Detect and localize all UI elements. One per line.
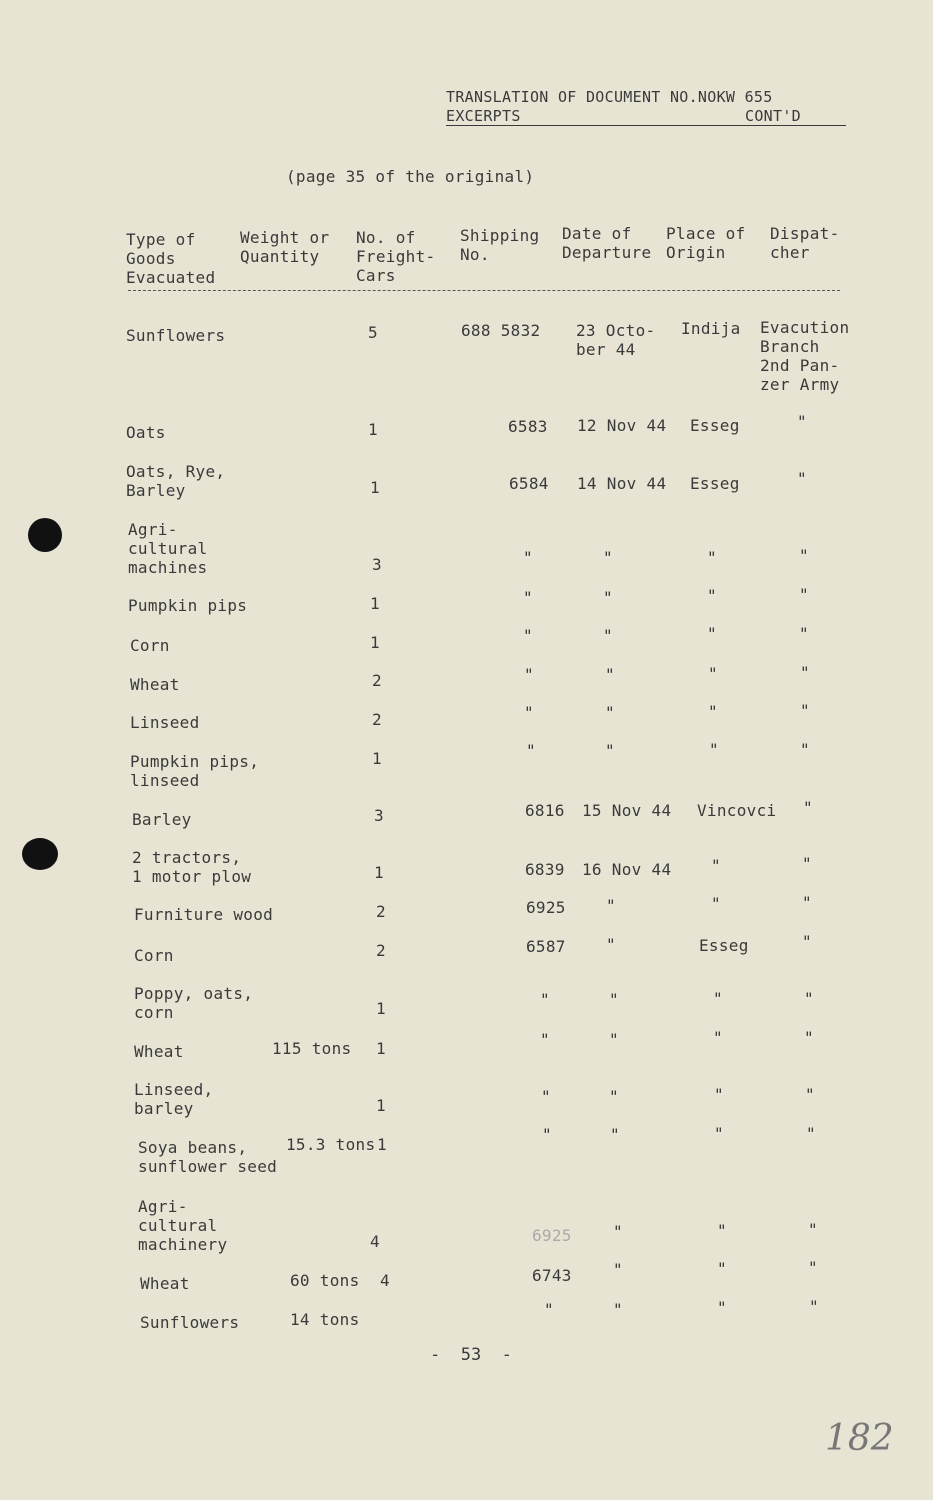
cell-origin: " xyxy=(707,586,717,605)
cell-dispatcher: " xyxy=(799,585,809,604)
cell-goods: Oats xyxy=(126,423,166,442)
cell-origin: " xyxy=(707,548,717,567)
cell-weight: 60 tons xyxy=(290,1271,360,1290)
cell-cars: 4 xyxy=(380,1271,390,1290)
cell-goods: Sunflowers xyxy=(140,1313,240,1332)
cell-origin: " xyxy=(713,1028,723,1047)
cell-origin: Esseg xyxy=(690,474,740,493)
cell-shipping: " xyxy=(523,548,533,567)
cell-dispatcher: " xyxy=(800,663,810,682)
cell-origin: " xyxy=(717,1298,727,1317)
cell-weight: 15.3 tons xyxy=(286,1135,376,1154)
cell-date: " xyxy=(613,1260,623,1279)
cell-shipping: 6584 xyxy=(509,474,549,493)
cell-cars: 2 xyxy=(372,671,382,690)
handwritten-page-number: 182 xyxy=(825,1418,894,1459)
cell-dispatcher: " xyxy=(797,469,807,488)
cell-cars: 1 xyxy=(370,633,380,652)
cell-cars: 2 xyxy=(376,902,386,921)
cell-origin: " xyxy=(717,1221,727,1240)
cell-goods: Pumpkin pips, linseed xyxy=(130,752,260,790)
col-header-cars: No. of Freight- Cars xyxy=(356,228,436,285)
cell-goods: Linseed xyxy=(130,713,200,732)
cell-date: 15 Nov 44 xyxy=(582,801,672,820)
cell-date: " xyxy=(605,703,615,722)
cell-date: 16 Nov 44 xyxy=(582,860,672,879)
cell-cars: 2 xyxy=(372,710,382,729)
cell-goods: Linseed, barley xyxy=(134,1080,214,1118)
cell-origin: " xyxy=(717,1259,727,1278)
cell-origin: " xyxy=(714,1085,724,1104)
cell-goods: Soya beans, sunflower seed xyxy=(138,1138,278,1176)
col-header-date: Date of Departure xyxy=(562,224,652,262)
cell-shipping: " xyxy=(523,588,533,607)
page-subtitle: (page 35 of the original) xyxy=(286,167,535,186)
cell-goods: Agri- cultural machinery xyxy=(138,1197,228,1254)
cell-origin: " xyxy=(713,989,723,1008)
cell-date: " xyxy=(603,626,613,645)
cell-goods: Sunflowers xyxy=(126,326,226,345)
cell-dispatcher: " xyxy=(809,1297,819,1316)
punch-hole-bottom xyxy=(22,838,58,870)
cell-origin: " xyxy=(711,894,721,913)
cell-goods: Wheat xyxy=(130,675,180,694)
cell-date: " xyxy=(606,896,616,915)
cell-date: " xyxy=(609,990,619,1009)
cell-shipping: " xyxy=(524,703,534,722)
cell-cars: 1 xyxy=(376,999,386,1018)
col-header-goods: Type of Goods Evacuated xyxy=(126,230,216,287)
cell-origin: Indija xyxy=(681,319,741,338)
cell-date: " xyxy=(603,548,613,567)
cell-shipping: " xyxy=(542,1125,552,1144)
cell-goods: Pumpkin pips xyxy=(128,596,248,615)
cell-dispatcher: " xyxy=(802,854,812,873)
cell-date: " xyxy=(606,935,616,954)
cell-dispatcher: " xyxy=(800,701,810,720)
cell-dispatcher: " xyxy=(804,1028,814,1047)
cell-shipping: " xyxy=(540,990,550,1009)
cell-cars: 5 xyxy=(368,323,378,342)
cell-origin: Esseg xyxy=(699,936,749,955)
cell-shipping: 6743 xyxy=(532,1266,572,1285)
cell-cars: 1 xyxy=(374,863,384,882)
cell-shipping: 6925 xyxy=(532,1226,572,1245)
cell-goods: Corn xyxy=(130,636,170,655)
cell-cars: 3 xyxy=(374,806,384,825)
col-header-dispatcher: Dispat- cher xyxy=(770,224,840,262)
cell-date: 14 Nov 44 xyxy=(577,474,667,493)
cell-date: " xyxy=(603,588,613,607)
cell-origin: " xyxy=(708,702,718,721)
cell-dispatcher: " xyxy=(802,893,812,912)
cell-cars: 2 xyxy=(376,941,386,960)
cell-origin: Esseg xyxy=(690,416,740,435)
cell-date: " xyxy=(605,741,615,760)
cell-dispatcher: " xyxy=(808,1258,818,1277)
col-header-origin: Place of Origin xyxy=(666,224,746,262)
cell-date: " xyxy=(609,1030,619,1049)
cell-cars: 1 xyxy=(370,478,380,497)
cell-goods: Oats, Rye, Barley xyxy=(126,462,226,500)
cell-cars: 1 xyxy=(376,1039,386,1058)
header-underline xyxy=(446,125,846,126)
cell-date: " xyxy=(609,1087,619,1106)
cell-goods: Wheat xyxy=(140,1274,190,1293)
header-dashed-rule xyxy=(128,290,840,291)
cell-cars: 1 xyxy=(376,1096,386,1115)
cell-dispatcher: " xyxy=(804,989,814,1008)
cell-dispatcher: " xyxy=(800,740,810,759)
doc-excerpts: EXCERPTS xyxy=(446,107,521,125)
cell-goods: Poppy, oats, corn xyxy=(134,984,254,1022)
cell-origin: " xyxy=(707,624,717,643)
cell-goods: 2 tractors, 1 motor plow xyxy=(132,848,252,886)
cell-dispatcher: Evacution Branch 2nd Pan- zer Army xyxy=(760,318,850,394)
cell-date: " xyxy=(605,665,615,684)
cell-shipping: " xyxy=(540,1030,550,1049)
cell-dispatcher: " xyxy=(808,1220,818,1239)
doc-contd: CONT'D xyxy=(745,107,801,125)
cell-dispatcher: " xyxy=(803,798,813,817)
cell-shipping: " xyxy=(526,741,536,760)
cell-shipping: 6583 xyxy=(508,417,548,436)
cell-origin: Vincovci xyxy=(697,801,777,820)
cell-goods: Barley xyxy=(132,810,192,829)
cell-origin: " xyxy=(714,1124,724,1143)
col-header-weight: Weight or Quantity xyxy=(240,228,330,266)
cell-goods: Furniture wood xyxy=(134,905,274,924)
cell-shipping: " xyxy=(523,626,533,645)
cell-weight: 115 tons xyxy=(272,1039,352,1058)
cell-weight: 14 tons xyxy=(290,1310,360,1329)
col-header-shipping: Shipping No. xyxy=(460,226,540,264)
cell-shipping: 6587 xyxy=(526,937,566,956)
cell-cars: 1 xyxy=(377,1135,387,1154)
cell-cars: 3 xyxy=(372,555,382,574)
cell-shipping: 6925 xyxy=(526,898,566,917)
page-number: - 53 - xyxy=(430,1345,512,1365)
doc-title: TRANSLATION OF DOCUMENT NO.NOKW 655 xyxy=(446,88,773,106)
cell-origin: " xyxy=(708,664,718,683)
cell-dispatcher: " xyxy=(805,1085,815,1104)
cell-shipping: 688 5832 xyxy=(461,321,541,340)
cell-origin: " xyxy=(709,740,719,759)
cell-date: " xyxy=(613,1300,623,1319)
cell-shipping: " xyxy=(541,1087,551,1106)
cell-date: " xyxy=(613,1222,623,1241)
cell-dispatcher: " xyxy=(799,546,809,565)
cell-origin: " xyxy=(711,856,721,875)
cell-dispatcher: " xyxy=(797,412,807,431)
punch-hole-top xyxy=(28,518,62,552)
cell-shipping: 6839 xyxy=(525,860,565,879)
cell-dispatcher: " xyxy=(799,624,809,643)
cell-goods: Agri- cultural machines xyxy=(128,520,208,577)
cell-date: 23 Octo- ber 44 xyxy=(576,321,656,359)
cell-cars: 1 xyxy=(372,749,382,768)
cell-dispatcher: " xyxy=(806,1124,816,1143)
cell-date: " xyxy=(610,1125,620,1144)
cell-cars: 1 xyxy=(368,420,378,439)
cell-date: 12 Nov 44 xyxy=(577,416,667,435)
cell-cars: 1 xyxy=(370,594,380,613)
cell-shipping: " xyxy=(524,665,534,684)
cell-shipping: 6816 xyxy=(525,801,565,820)
cell-goods: Wheat xyxy=(134,1042,184,1061)
cell-goods: Corn xyxy=(134,946,174,965)
cell-cars: 4 xyxy=(370,1232,380,1251)
cell-dispatcher: " xyxy=(802,932,812,951)
cell-shipping: " xyxy=(544,1300,554,1319)
